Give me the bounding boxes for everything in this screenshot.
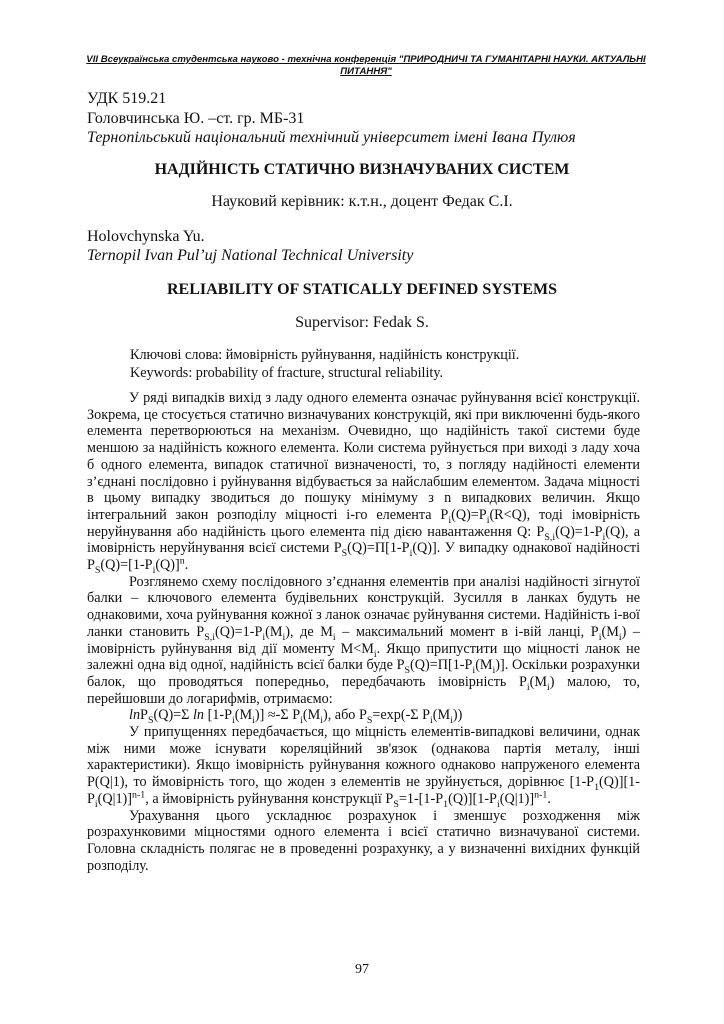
affiliation-ua: Тернопільський національний технічний університет імені Івана Пулюя <box>87 129 576 146</box>
paragraph-4: Урахування цього ускладнює розрахунок і зменшує розходження між розрахунковими міцностями одного елемента і всієї статично визначуваної системи. Головна складність полягає не в проведенні розрахунку, а у визначенні вихідних функцій розподілу. <box>87 807 640 874</box>
keywords-en: Keywords: probability of fracture, structural reliability. <box>130 365 444 381</box>
affiliation-en: Ternopil Ivan Pul’uj National Technical University <box>87 247 414 264</box>
author-ua: Головчинська Ю. –ст. гр. МБ-31 <box>87 110 305 127</box>
udk-code: УДК 519.21 <box>87 90 167 107</box>
page-number: 97 <box>355 962 369 977</box>
author-en: Holovchynska Yu. <box>87 228 205 245</box>
body-text <box>87 390 640 874</box>
supervisor-ua: Науковий керівник: к.т.н., доцент Федак С.І. <box>211 193 513 210</box>
supervisor-en: Supervisor: Fedak S. <box>295 314 429 331</box>
paragraph-1: У ряді випадків вихід з ладу одного елемента означає руйнування всієї конструкції. Зокрема, це стосується статично визначуваних конструкцій, які при виключенні будь-якого елемента перетворюються на механізм. Очевидно, що надійність такої системи буде меншою за надійність кожного елемента. Коли система руйнується при виході з ладу хоча б одного елемента, випадок статичної визначеності, то, з погляду надійності елементи з’єднані послідовно і руйнування відбувається за найслабшим елементом. Задача міцності в цьому випадку зводиться до пошуку мінімуму з n випадкових величин. Якщо інтегральний закон розподілу міцності i-го елемента $P_i(Q)=P_i(R<Q)$, тоді імовірність неруйнування або надійність цього елемента під дією навантаження Q: $P_{S,i}(Q)=1-P_i(Q)$, а імовірність неруйнування всієї системи $P_S(Q)=П[1-P_i(Q)]$. У випадку однакової надійності $P_S(Q)=[1-P_i(Q)]^n$. <box>87 390 641 576</box>
keywords-ua: Ключові слова: ймовірність руйнування, надійність конструкції. <box>130 347 520 363</box>
paragraph-2: Розглянемо схему послідовного з’єднання елементів при аналізі надійності зігнутої балки – ключового елемента будівельних конструкцій. Зусилля в ланках будуть не однаковими, хоча руйнування кожної з ланок означає руйнування системи. Надійність i-вої ланки становить $P_{S,i}(Q)=1-P_i(M_i)$, де $M_i$ – максимальний момент в i-вій ланці, $P_i(M_i)$ – імовірність руйнування від дії моменту $M<M_i$. Якщо припустити що міцності ланок не залежні одна від одної, надійність всієї балки буде $P_S(Q)=П[1-P_i(M_i)]$. Оскільки розрахунки балок, що проводяться попередньо, передбачають імовірність $P_i(M_i)$ малою, то, перейшовши до логарифмів, отримаємо: <box>87 573 641 707</box>
paragraph-3: У припущеннях передбачається, що міцність елементів-випадкові величини, однак між ними може існувати кореляційний зв'язок (однакова партія металу, інші характеристики). Якщо імовірність руйнування кожного однаково напруженого елемента P(Q|1), то ймовірність того, що жоден з елементів не зруйнується, дорівнює $[1-P_1(Q)][1-P_i(Q|1)]^{n-1}$, а ймовірність руйнування конструкції $P_S=1-[1-P_1(Q)][1-P_i(Q|1)]^{n-1}$. <box>87 724 640 810</box>
title-ua: НАДІЙНІСТЬ СТАТИЧНО ВИЗНАЧУВАНИХ СИСТЕМ <box>154 161 570 178</box>
title-en: RELIABILITY OF STATICALLY DEFINED SYSTEMS <box>166 281 558 298</box>
formula-line: lnP$_S$(Q)=Σ $\ln [1-P_i(M_i)] \approx-\Sigma$ $P_i(M_i)$, або $P_S=\exp(-\Sigma$ $P_i(M_i)$) <box>129 707 463 727</box>
conference-header: VII Всеукраїнська студентська науково - технічна конференція "ПРИРОДНИЧІ ТА ГУМАНІТАРНІ НАУКИ. АКТУАЛЬНІ ПИТАННЯ" <box>86 54 646 77</box>
